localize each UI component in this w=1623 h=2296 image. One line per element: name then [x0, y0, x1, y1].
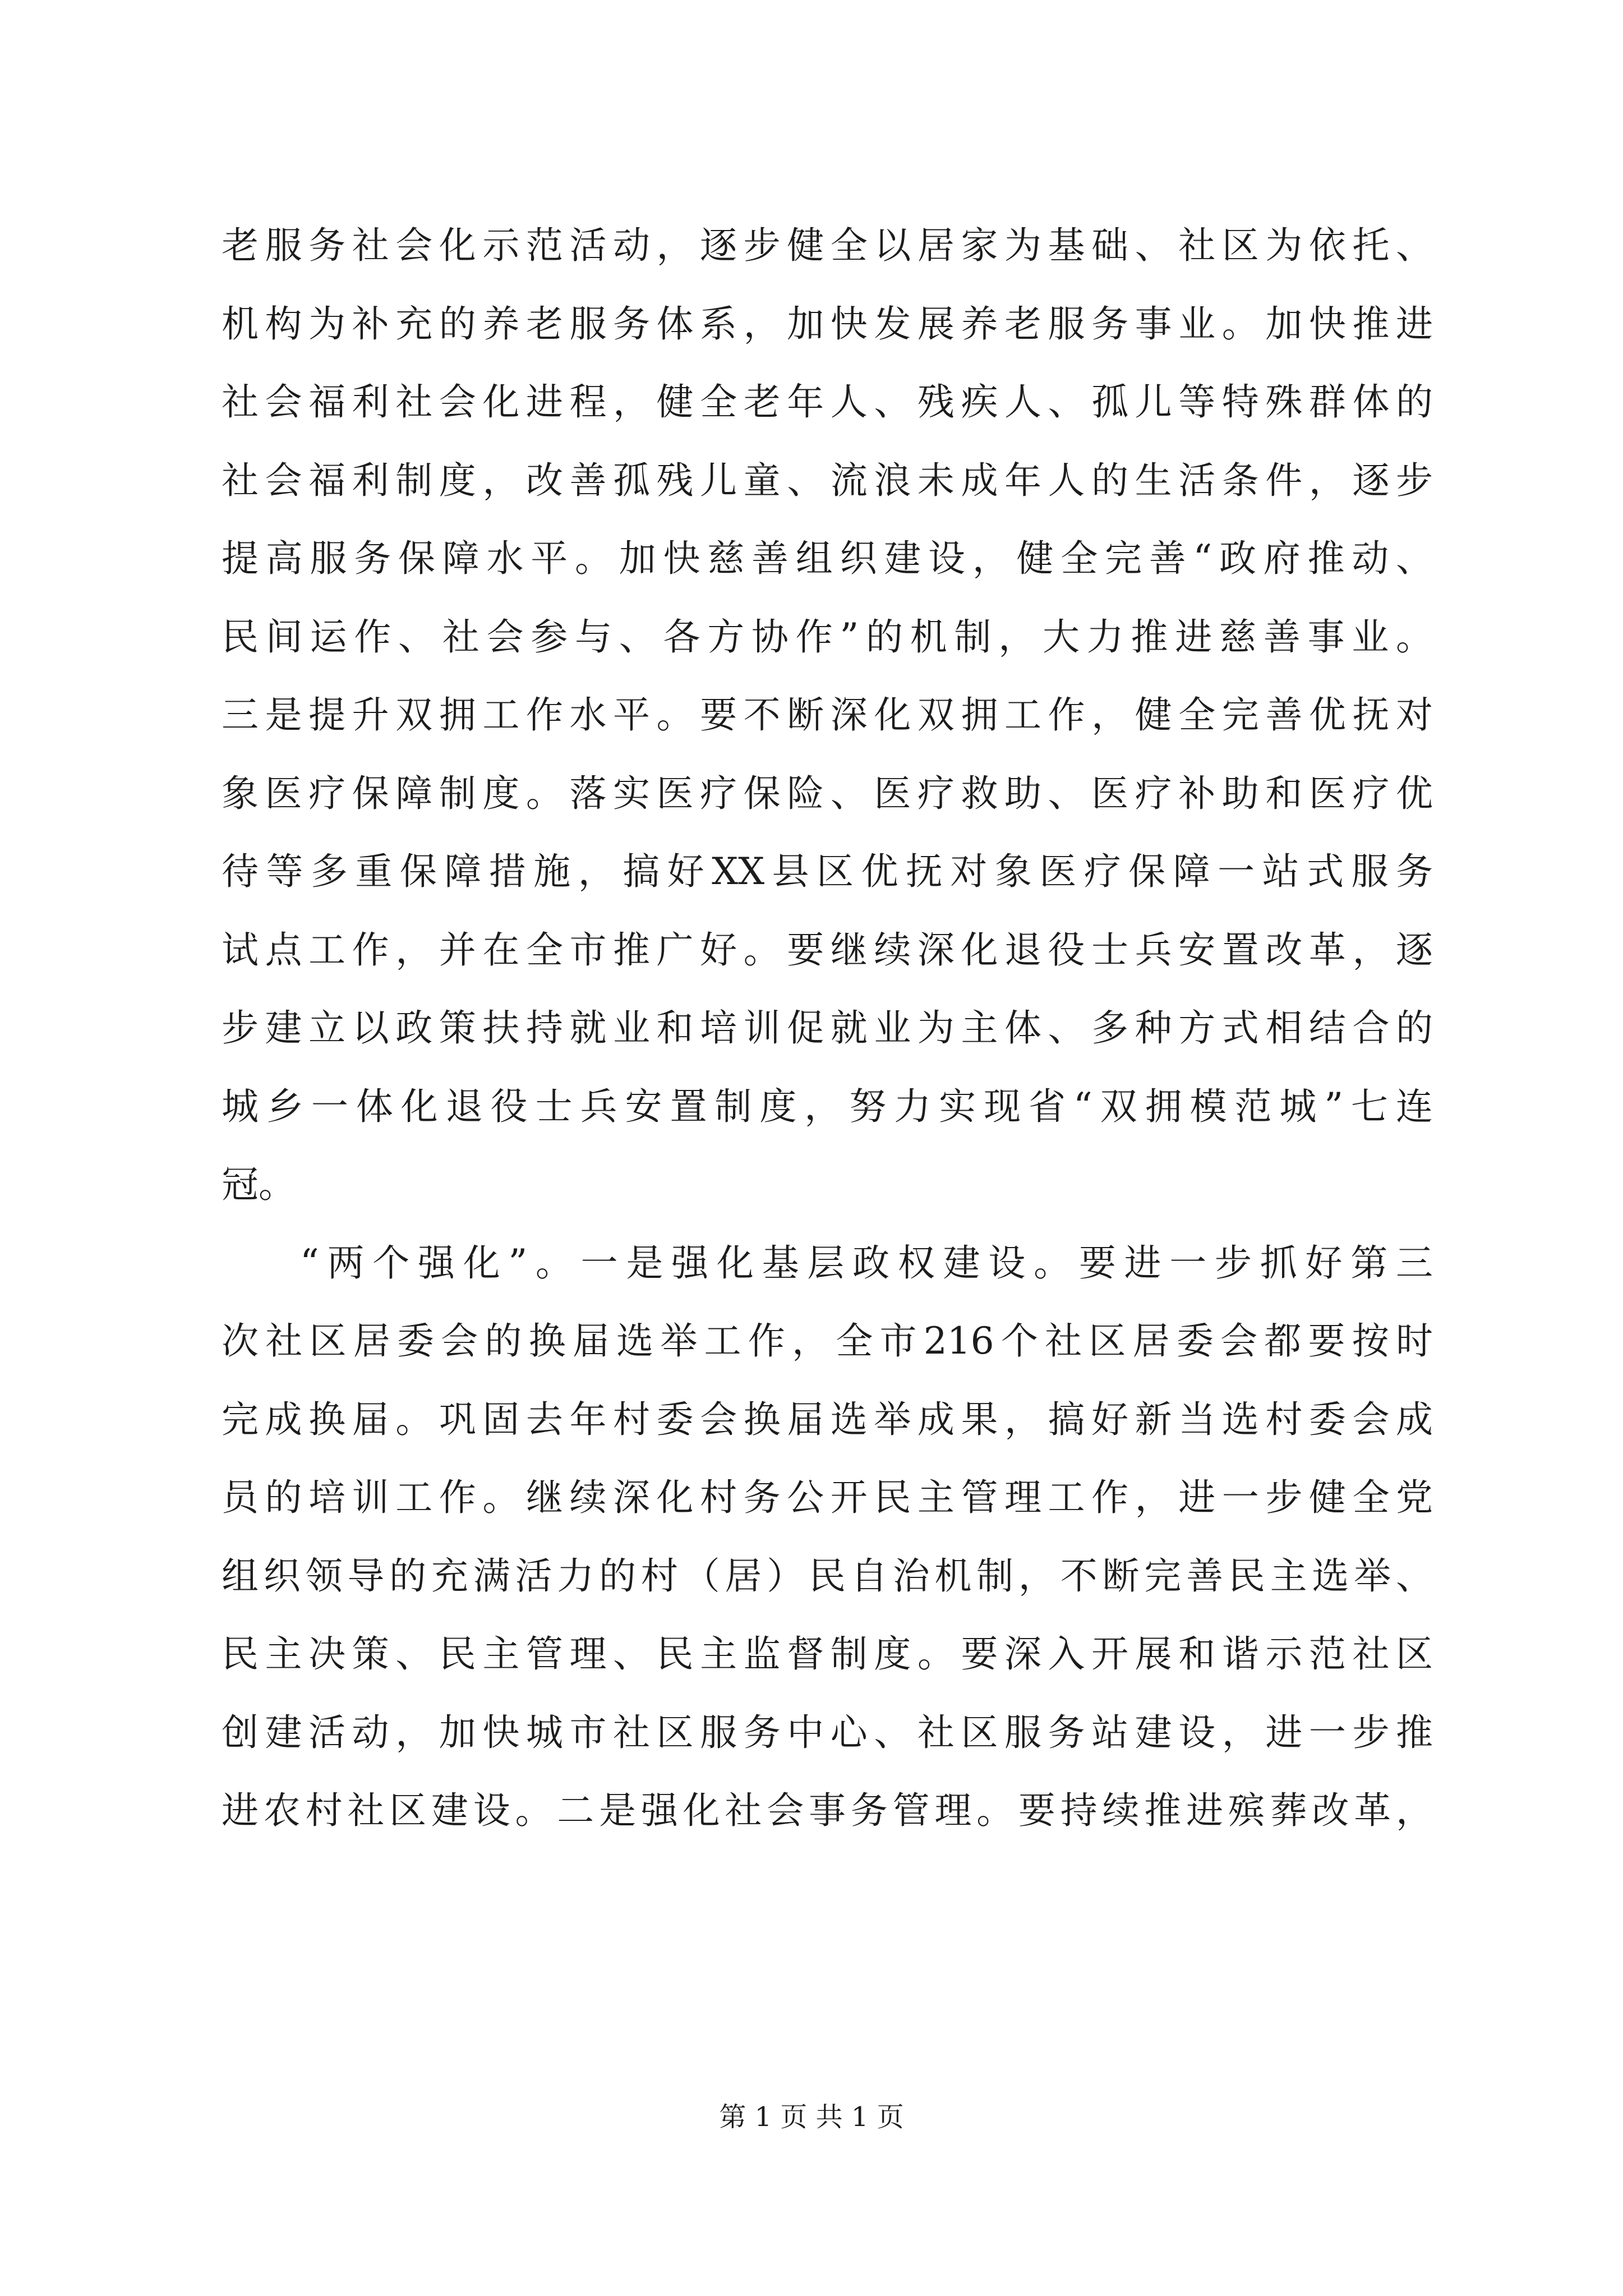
text-line: 社会福利制度，改善孤残儿童、流浪未成年人的生活条件，逐步	[222, 458, 1433, 502]
text-line: 民主决策、民主管理、民主监督制度。要深入开展和谐示范社区	[222, 1632, 1433, 1676]
text-line: 员的培训工作。继续深化村务公开民主管理工作，进一步健全党	[222, 1476, 1433, 1519]
text-line: 试点工作，并在全市推广好。要继续深化退役士兵安置改革，逐	[222, 928, 1433, 972]
body-text	[222, 206, 1433, 1850]
text-line: 城乡一体化退役士兵安置制度，努力实现省“双拥模范城”七连	[222, 1084, 1433, 1128]
text-line: 次社区居委会的换届选举工作，全市216个社区居委会都要按时	[222, 1319, 1433, 1363]
text-line: 提高服务保障水平。加快慈善组织建设，健全完善“政府推动、	[222, 537, 1433, 580]
text-line: 进农村社区建设。二是强化社会事务管理。要持续推进殡葬改革，	[222, 1789, 1433, 1832]
paragraph-start-line: “两个强化”。一是强化基层政权建设。要进一步抓好第三	[300, 1241, 1433, 1285]
text-line: 老服务社会化示范活动，逐步健全以居家为基础、社区为依托、	[222, 224, 1433, 267]
page-footer: 第 1 页 共 1 页	[719, 2101, 904, 2133]
text-line: 完成换届。巩固去年村委会换届选举成果，搞好新当选村委会成	[222, 1397, 1433, 1441]
text-line: 机构为补充的养老服务体系，加快发展养老服务事业。加快推进	[222, 302, 1433, 346]
text-line: 待等多重保障措施，搞好XX县区优抚对象医疗保障一站式服务	[222, 850, 1433, 893]
text-line: 三是提升双拥工作水平。要不断深化双拥工作，健全完善优抚对	[222, 693, 1433, 737]
text-line: 象医疗保障制度。落实医疗保险、医疗救助、医疗补助和医疗优	[222, 771, 1433, 815]
text-line: 创建活动，加快城市社区服务中心、社区服务站建设，进一步推	[222, 1710, 1433, 1754]
text-line: 步建立以政策扶持就业和培训促就业为主体、多种方式相结合的	[222, 1006, 1433, 1050]
text-line: 民间运作、社会参与、各方协作”的机制，大力推进慈善事业。	[222, 615, 1433, 659]
text-line: 组织领导的充满活力的村（居）民自治机制，不断完善民主选举、	[222, 1554, 1433, 1598]
text-line: 社会福利社会化进程，健全老年人、残疾人、孤儿等特殊群体的	[222, 380, 1433, 424]
text-line: 冠。	[222, 1163, 296, 1206]
